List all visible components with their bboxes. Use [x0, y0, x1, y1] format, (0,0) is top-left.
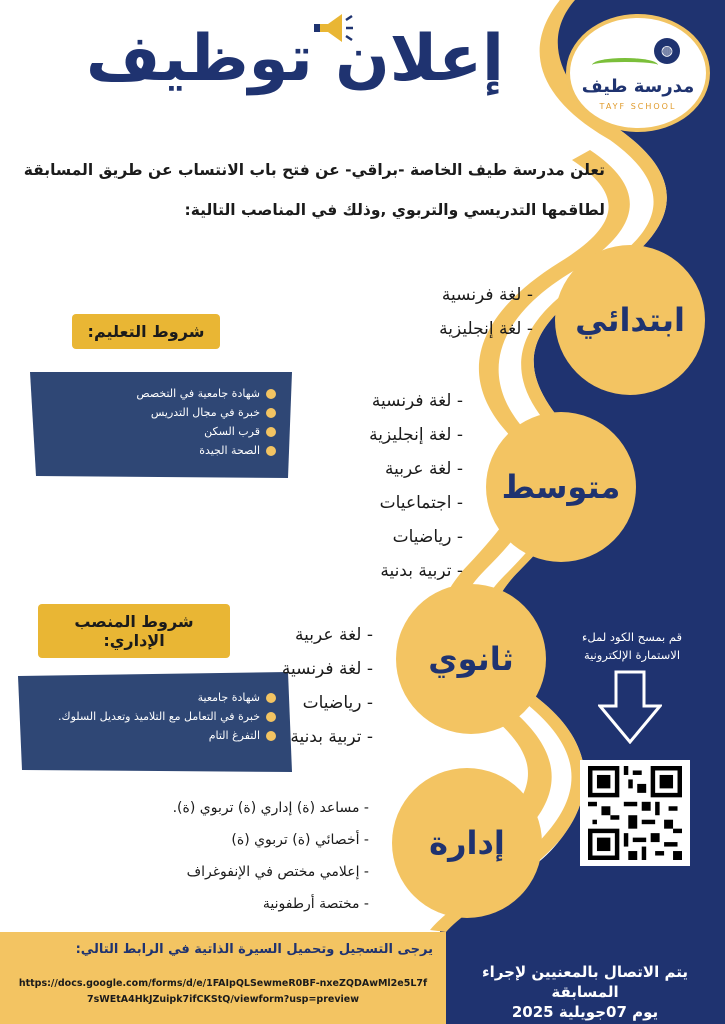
registration-link[interactable]: https://docs.google.com/forms/d/e/1FAIpQLSewmeR0BF-nxeZQDAwMl2e5L7f7sWEtA4HkJZuipk7ifCKStQ/viewform?usp=preview [18, 978, 428, 1005]
list-item: - لغة إنجليزية [369, 418, 463, 452]
level-list-secondary [282, 618, 373, 754]
logo-name: مدرسة طيف [581, 76, 695, 97]
intro-text [15, 150, 605, 230]
teaching-conditions-title: شروط التعليم: [72, 314, 220, 349]
list-item: - لغة إنجليزية [439, 312, 533, 346]
bullet-icon [266, 389, 276, 399]
teaching-conditions-list [30, 372, 292, 476]
bullet-icon [266, 693, 276, 703]
list-item: الصحة الجيدة [46, 441, 276, 460]
list-item: شهادة جامعية [34, 688, 276, 707]
contact-info [450, 962, 720, 1022]
globe-icon: ◍ [654, 38, 680, 64]
bullet-icon [266, 446, 276, 456]
contact-line-2: يوم 07جويلية 2025 [511, 1003, 659, 1021]
level-circle-primary: ابتدائي [555, 245, 705, 395]
list-item: - أخصائي (ة) تربوي (ة) [173, 824, 369, 856]
list-item: قرب السكن [46, 422, 276, 441]
list-item: - رياضيات [369, 520, 463, 554]
swoosh-icon [592, 58, 658, 72]
scan-instruction: قم بمسح الكود لملء الاستمارة الإلكترونية [581, 630, 683, 662]
list-item: شهادة جامعية في التخصص [46, 384, 276, 403]
list-item: - تربية بدنية [282, 720, 373, 754]
page-title: إعلان توظيف [86, 22, 504, 96]
list-item: - رياضيات [282, 686, 373, 720]
list-item: - تربية بدنية [369, 554, 463, 588]
list-item: خبرة في التعامل مع التلاميذ وتعديل السلوك. [34, 707, 276, 726]
qr-code[interactable] [580, 760, 690, 866]
qr-code-icon [586, 766, 684, 860]
school-logo [566, 14, 710, 132]
list-item: خبرة في مجال التدريس [46, 403, 276, 422]
list-item: - لغة عربية [369, 452, 463, 486]
admin-conditions-list [18, 676, 292, 772]
list-item: - اجتماعيات [369, 486, 463, 520]
list-item: - لغة فرنسية [282, 652, 373, 686]
admin-conditions-title: شروط المنصب الإداري: [38, 604, 230, 658]
logo-subtitle: TAYF SCHOOL [599, 102, 677, 111]
list-item: - مساعد (ة) إداري (ة) تربوي (ة). [173, 792, 369, 824]
level-circle-admin: إدارة [392, 768, 542, 918]
registration-text: يرجى التسجيل وتحميل السيرة الذاتية في الرابط التالي: [75, 942, 433, 957]
list-item: التفرغ التام [34, 726, 276, 745]
list-item: - مختصة أرطفونية [173, 888, 369, 920]
bullet-icon [266, 712, 276, 722]
bullet-icon [266, 427, 276, 437]
level-circle-secondary: ثانوي [396, 584, 546, 734]
list-item: - لغة فرنسية [439, 278, 533, 312]
list-item: - إعلامي مختص في الإنفوغراف [173, 856, 369, 888]
list-item: - لغة فرنسية [369, 384, 463, 418]
list-item: - لغة عربية [282, 618, 373, 652]
bullet-icon [266, 731, 276, 741]
level-list-primary [439, 278, 533, 346]
level-circle-middle: متوسط [486, 412, 636, 562]
level-list-middle [369, 384, 463, 588]
level-list-admin [173, 792, 369, 920]
bullet-icon [266, 408, 276, 418]
intro-line-2: لطاقمها التدريسي والتربوي ,وذلك في المناصب التالية: [184, 201, 605, 219]
contact-line-1: يتم الاتصال بالمعنيين لإجراء المسابقة [482, 963, 688, 1001]
intro-line-1: تعلن مدرسة طيف الخاصة -براقي- عن فتح باب الانتساب عن طريق المسابقة [23, 161, 605, 179]
arrow-down-icon [598, 670, 662, 744]
